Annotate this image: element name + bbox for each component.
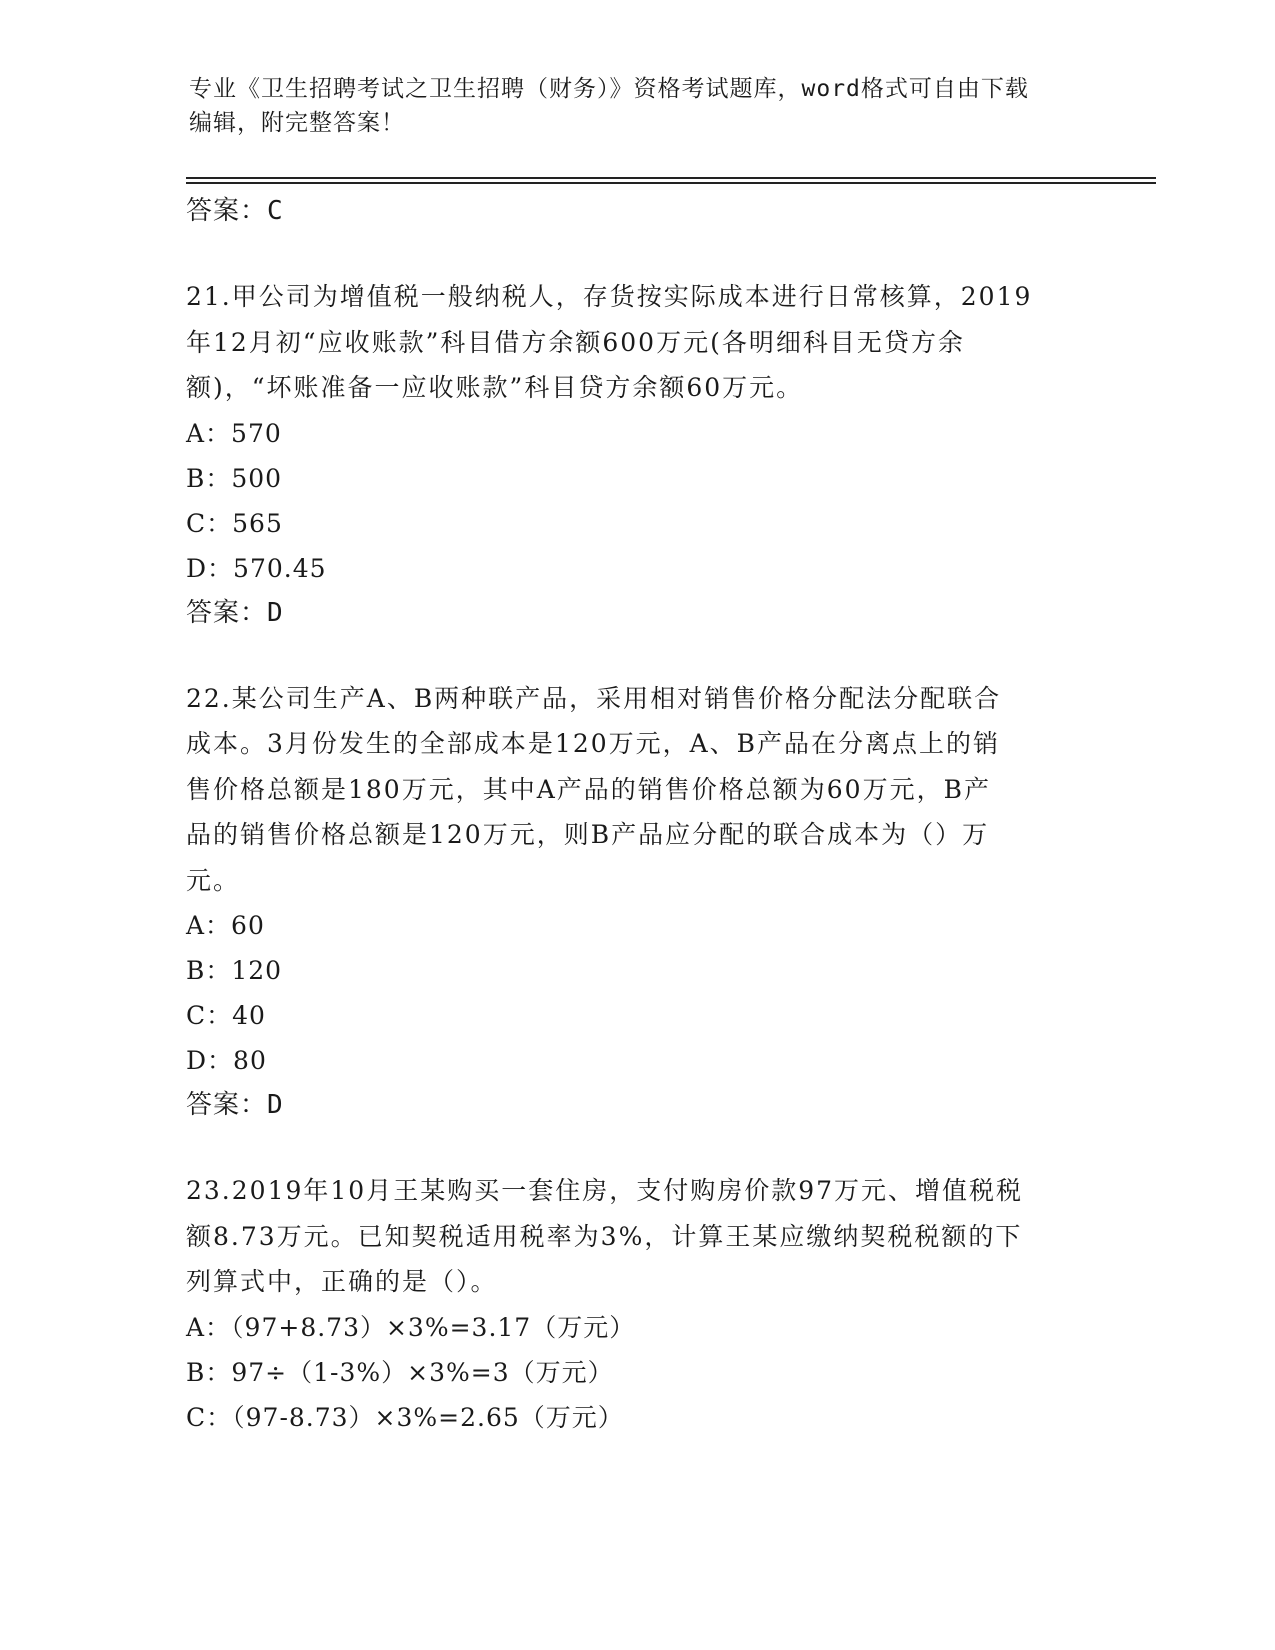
option-a: A：（97+8.73）×3%=3.17（万元）: [186, 1312, 636, 1342]
question-21: [186, 274, 1086, 636]
question-line: 23.2019年10月王某购买一套住房，支付购房价款97万元、增值税税: [186, 1176, 1024, 1205]
question-line: 元。: [186, 865, 241, 895]
option-d: D：570.45: [186, 553, 327, 583]
question-22: [186, 676, 1086, 1129]
question-line: 年12月初“应收账款”科目借方余额600万元(各明细科目无贷方余: [186, 327, 965, 357]
answer: 答案：D: [186, 597, 284, 628]
question-line: 21.甲公司为增值税一般纳税人，存货按实际成本进行日常核算，2019: [186, 282, 1033, 311]
option-a: A：570: [186, 418, 282, 448]
document-header: [189, 72, 1089, 140]
spacer: [186, 636, 1086, 676]
question-text: [186, 676, 1086, 904]
option-b: B：500: [186, 463, 283, 493]
header-divider-bottom: [186, 182, 1156, 184]
question-line: 22.某公司生产A、B两种联产品，采用相对销售价格分配法分配联合: [186, 683, 1002, 713]
answer-prev: 答案：C: [186, 196, 284, 226]
spacer: [186, 234, 1086, 274]
question-line: 列算式中，正确的是（）。: [186, 1267, 498, 1296]
question-line: 成本。3月份发生的全部成本是120万元，A、B产品在分离点上的销: [186, 729, 1001, 758]
question-text: [186, 274, 1086, 411]
question-line: 额)，“坏账准备一应收账款”科目贷方余额60万元。: [186, 373, 804, 402]
question-line: 品的销售价格总额是120万元，则B产品应分配的联合成本为（）万: [186, 820, 990, 849]
spacer: [186, 1128, 1086, 1168]
header-line-1: 专业《卫生招聘考试之卫生招聘（财务）》资格考试题库，word格式可自由下载: [189, 76, 1029, 102]
answer: 答案：D: [186, 1090, 284, 1120]
option-a: A：60: [186, 911, 265, 940]
option-d: D：80: [186, 1046, 267, 1075]
option-c: C：（97-8.73）×3%=2.65（万元）: [186, 1402, 624, 1432]
header-divider-top: [186, 177, 1156, 179]
question-line: 额8.73万元。已知契税适用税率为3%，计算王某应缴纳契税税额的下: [186, 1221, 1023, 1251]
option-b: B：97÷（1-3%）×3%=3（万元）: [186, 1357, 614, 1387]
option-b: B：120: [186, 956, 283, 985]
question-line: 售价格总额是180万元，其中A产品的销售价格总额为60万元，B产: [186, 774, 991, 804]
question-list: [186, 189, 1086, 1440]
question-23: [186, 1168, 1086, 1440]
header-line-2: 编辑，附完整答案！: [189, 110, 405, 136]
option-c: C：40: [186, 1001, 266, 1030]
question-text: [186, 1168, 1086, 1305]
option-c: C：565: [186, 508, 283, 538]
